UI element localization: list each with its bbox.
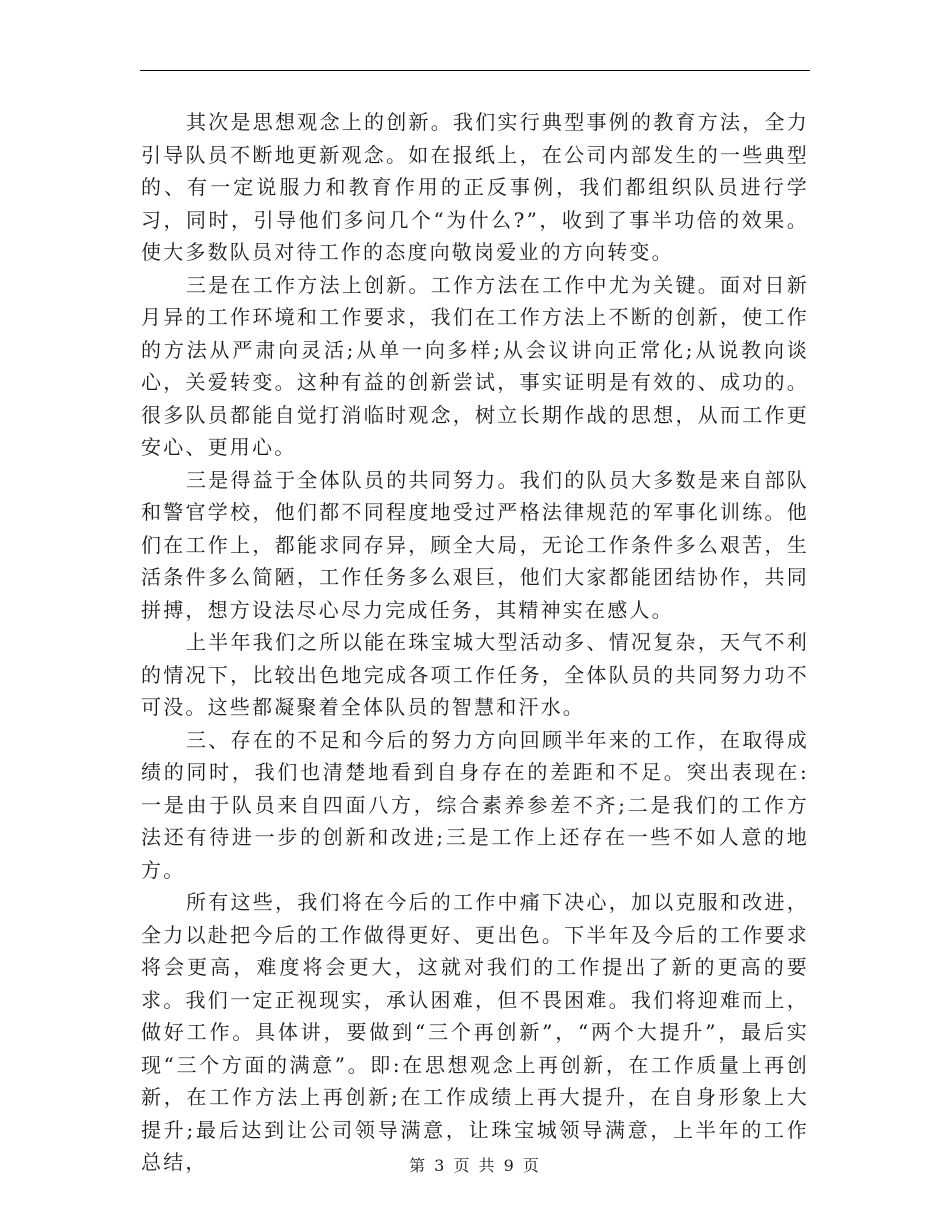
paragraph: 三、存在的不足和今后的努力方向回顾半年来的工作，在取得成绩的同时，我们也清楚地看到自身存在的差距和不足。突出表现在:一是由于队员来自四面八方，综合素养参差不齐;二是我们的工作方法还有待进一步的创新和改进;三是工作上还存在一些不如人意的地方。 — [141, 727, 809, 882]
paragraph: 所有这些，我们将在今后的工作中痛下决心，加以克服和改进，全力以赴把今后的工作做得更好、更出色。下半年及今后的工作要求将会更高，难度将会更大，这就对我们的工作提出了新的更高的要求。我们一定正视现实，承认困难，但不畏困难。我们将迎难而上，做好工作。具体讲，要做到“三个再创新”，“两个大提升”，最后实现“三个方面的满意”。即:在思想观念上再创新，在工作质量上再创新，在工作方法上再创新;在工作成绩上再大提升，在自身形象上大提升;最后达到让公司领导满意，让珠宝城领导满意，上半年的工作总结， — [141, 890, 809, 1174]
paragraph: 三是得益于全体队员的共同努力。我们的队员大多数是来自部队和警官学校，他们都不同程度地受过严格法律规范的军事化训练。他们在工作上，都能求同存异，顾全大局，无论工作条件多么艰苦，生活条件多么简陋，工作任务多么艰巨，他们大家都能团结协作，共同拼搏，想方设法尽心尽力完成任务，其精神实在感人。 — [141, 467, 809, 622]
header-rule — [140, 70, 810, 71]
paragraph: 其次是思想观念上的创新。我们实行典型事例的教育方法，全力引导队员不断地更新观念。如在报纸上，在公司内部发生的一些典型的、有一定说服力和教育作用的正反事例，我们都组织队员进行学习，同时，引导他们多问几个“为什么?”，收到了事半功倍的效果。使大多数队员对待工作的态度向敬岗爱业的方向转变。 — [141, 110, 809, 264]
paragraph: 上半年我们之所以能在珠宝城大型活动多、情况复杂，天气不利的情况下，比较出色地完成各项工作任务，全体队员的共同努力功不可没。这些都凝聚着全体队员的智慧和汗水。 — [141, 630, 809, 719]
paragraph: 三是在工作方法上创新。工作方法在工作中尤为关键。面对日新月异的工作环境和工作要求，我们在工作方法上不断的创新，使工作的方法从严肃向灵活;从单一向多样;从会议讲向正常化;从说教向谈心，关爱转变。这种有益的创新尝试，事实证明是有效的、成功的。很多队员都能自觉打消临时观念，树立长期作战的思想，从而工作更安心、更用心。 — [141, 272, 809, 459]
document-body — [141, 106, 809, 1179]
page-number: 第 3 页 共 9 页 — [409, 1156, 541, 1175]
